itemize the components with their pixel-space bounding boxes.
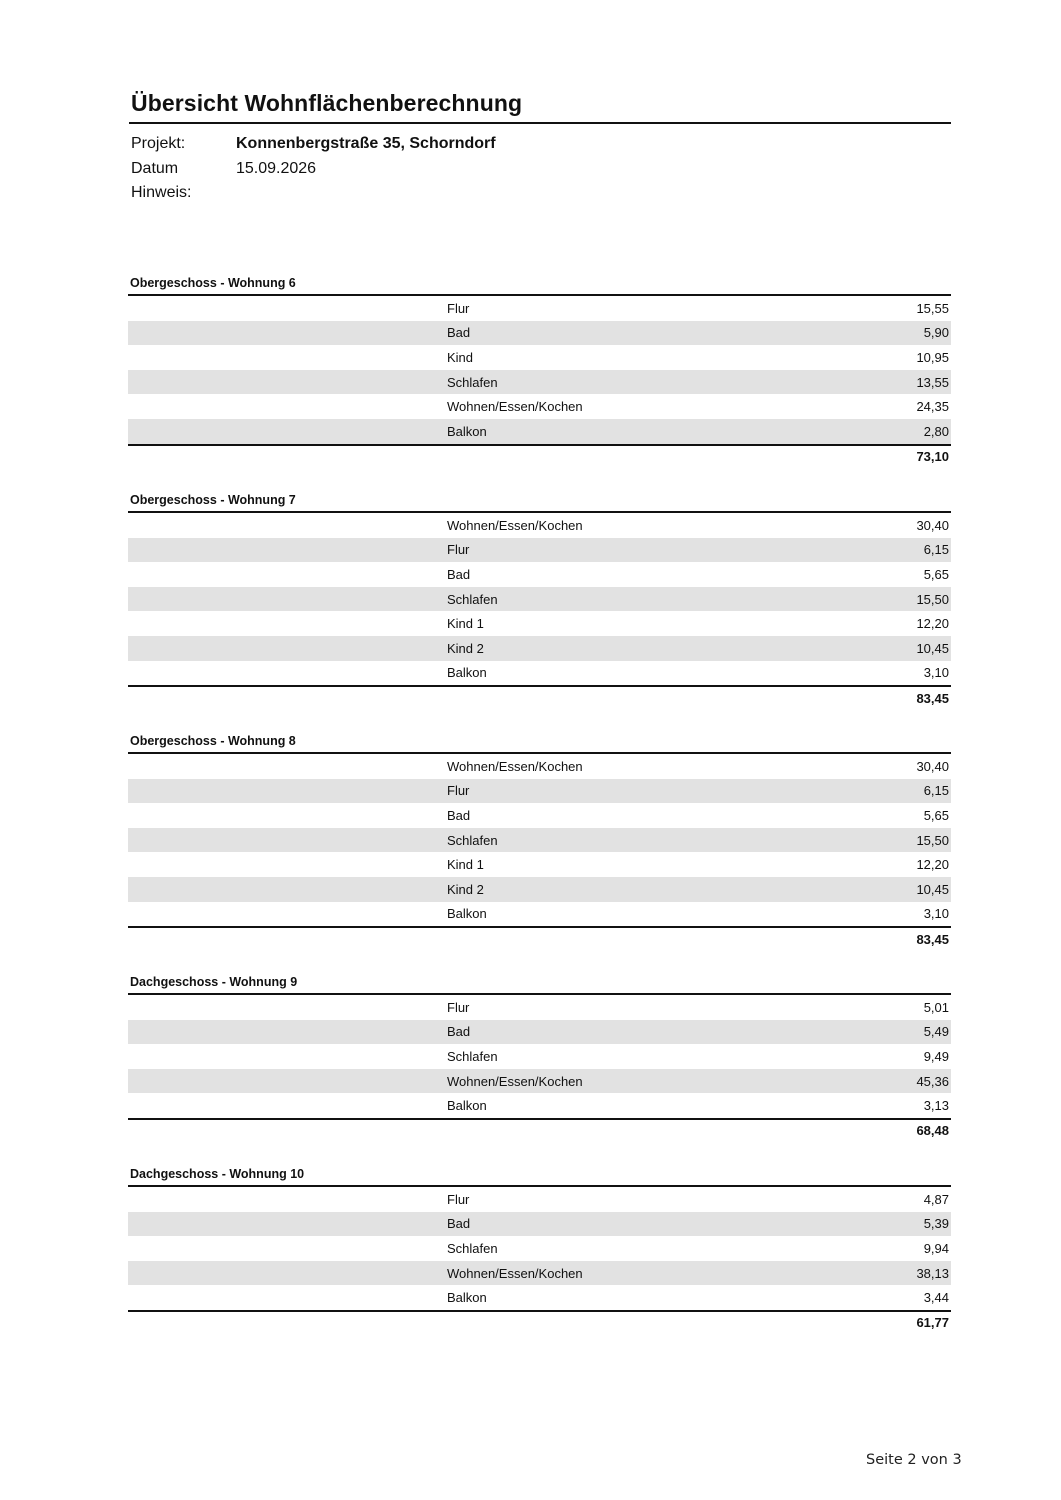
room-area: 3,10 <box>923 665 949 681</box>
table-row <box>128 661 951 686</box>
table-row <box>128 1020 951 1045</box>
room-name: Bad <box>447 807 471 823</box>
room-name: Schlafen <box>447 374 498 390</box>
section-title: Obergeschoss - Wohnung 6 <box>130 276 296 290</box>
room-name: Flur <box>447 1191 470 1207</box>
meta-row-note <box>131 181 496 206</box>
room-name: Schlafen <box>447 1240 498 1256</box>
room-area: 3,10 <box>923 906 949 922</box>
table-row <box>128 754 951 779</box>
apartment-section <box>128 272 951 468</box>
section-title: Obergeschoss - Wohnung 7 <box>130 493 296 507</box>
page-title: Übersicht Wohnflächenberechnung <box>131 90 523 116</box>
table-row <box>128 1069 951 1094</box>
meta-value: Konnenbergstraße 35, Schorndorf <box>236 135 496 153</box>
room-area: 9,94 <box>923 1240 949 1256</box>
table-row <box>128 902 951 927</box>
room-name: Schlafen <box>447 1048 498 1064</box>
section-total: 83,45 <box>916 931 949 947</box>
room-name: Balkon <box>447 1290 487 1306</box>
section-total: 83,45 <box>916 690 949 706</box>
room-area: 15,50 <box>916 591 949 607</box>
room-area: 2,80 <box>923 423 949 439</box>
room-name: Wohnen/Essen/Kochen <box>447 399 583 415</box>
room-name: Bad <box>447 566 471 582</box>
apartment-section <box>128 971 951 1142</box>
table-row <box>128 562 951 587</box>
apartment-section <box>128 1163 951 1334</box>
room-name: Balkon <box>447 423 487 439</box>
room-area: 12,20 <box>916 857 949 873</box>
table-row <box>128 877 951 902</box>
meta-label: Projekt: <box>131 135 186 153</box>
room-area: 5,90 <box>923 325 949 341</box>
table-row <box>128 1093 951 1118</box>
page-number: Seite 2 von 3 <box>866 1452 962 1468</box>
room-name: Kind 2 <box>447 640 484 656</box>
room-area: 10,45 <box>916 881 949 897</box>
apartment-section <box>128 730 951 950</box>
room-area: 5,49 <box>923 1024 949 1040</box>
room-name: Flur <box>447 783 470 799</box>
table-row <box>128 779 951 804</box>
room-name: Bad <box>447 1024 471 1040</box>
room-name: Balkon <box>447 906 487 922</box>
meta-label: Hinweis: <box>131 184 192 202</box>
table-row <box>128 1212 951 1237</box>
meta-label: Datum <box>131 159 179 177</box>
room-area: 5,01 <box>923 999 949 1015</box>
table-row <box>128 1236 951 1261</box>
room-area: 6,15 <box>923 783 949 799</box>
room-area: 3,13 <box>923 1098 949 1114</box>
room-area: 30,40 <box>916 758 949 774</box>
section-total: 73,10 <box>916 449 949 465</box>
room-area: 24,35 <box>916 399 949 415</box>
table-row <box>128 611 951 636</box>
section-title: Dachgeschoss - Wohnung 10 <box>130 1167 305 1181</box>
room-name: Kind 1 <box>447 616 484 632</box>
meta-row-project <box>131 132 496 157</box>
section-total: 68,48 <box>916 1123 949 1139</box>
table-row <box>128 995 951 1020</box>
room-area: 15,55 <box>916 300 949 316</box>
table-row <box>128 296 951 321</box>
room-area: 5,65 <box>923 807 949 823</box>
room-name: Kind <box>447 349 474 365</box>
section-title: Obergeschoss - Wohnung 8 <box>130 734 296 748</box>
room-area: 5,39 <box>923 1216 949 1232</box>
table-row <box>128 394 951 419</box>
table-row <box>128 419 951 444</box>
room-name: Wohnen/Essen/Kochen <box>447 517 583 533</box>
room-name: Bad <box>447 1216 471 1232</box>
room-area: 5,65 <box>923 566 949 582</box>
room-name: Kind 2 <box>447 881 484 897</box>
room-area: 10,45 <box>916 640 949 656</box>
room-name: Schlafen <box>447 591 498 607</box>
table-row <box>128 1044 951 1069</box>
room-area: 12,20 <box>916 616 949 632</box>
room-name: Wohnen/Essen/Kochen <box>447 1073 583 1089</box>
room-area: 15,50 <box>916 832 949 848</box>
room-area: 30,40 <box>916 517 949 533</box>
table-row <box>128 803 951 828</box>
title-divider <box>129 122 951 124</box>
room-area: 9,49 <box>923 1048 949 1064</box>
table-row <box>128 828 951 853</box>
room-name: Flur <box>447 542 470 558</box>
room-name: Kind 1 <box>447 857 484 873</box>
table-row <box>128 513 951 538</box>
table-row <box>128 852 951 877</box>
table-row <box>128 1285 951 1310</box>
room-name: Wohnen/Essen/Kochen <box>447 1265 583 1281</box>
table-row <box>128 1187 951 1212</box>
table-row <box>128 321 951 346</box>
meta-row-date <box>131 157 496 182</box>
room-area: 38,13 <box>916 1265 949 1281</box>
table-row <box>128 370 951 395</box>
section-title: Dachgeschoss - Wohnung 9 <box>130 975 298 989</box>
apartment-section <box>128 489 951 709</box>
room-name: Wohnen/Essen/Kochen <box>447 758 583 774</box>
room-area: 13,55 <box>916 374 949 390</box>
project-meta <box>131 132 496 206</box>
room-area: 3,44 <box>923 1290 949 1306</box>
room-area: 10,95 <box>916 349 949 365</box>
table-row <box>128 636 951 661</box>
room-name: Balkon <box>447 665 487 681</box>
room-name: Balkon <box>447 1098 487 1114</box>
room-area: 45,36 <box>916 1073 949 1089</box>
table-row <box>128 538 951 563</box>
table-row <box>128 1261 951 1286</box>
meta-value: 15.09.2026 <box>236 159 317 177</box>
room-area: 6,15 <box>923 542 949 558</box>
table-row <box>128 587 951 612</box>
room-name: Flur <box>447 999 470 1015</box>
room-name: Schlafen <box>447 832 498 848</box>
section-total: 61,77 <box>916 1315 949 1331</box>
room-name: Flur <box>447 300 470 316</box>
room-name: Bad <box>447 325 471 341</box>
table-row <box>128 345 951 370</box>
room-area: 4,87 <box>923 1191 949 1207</box>
